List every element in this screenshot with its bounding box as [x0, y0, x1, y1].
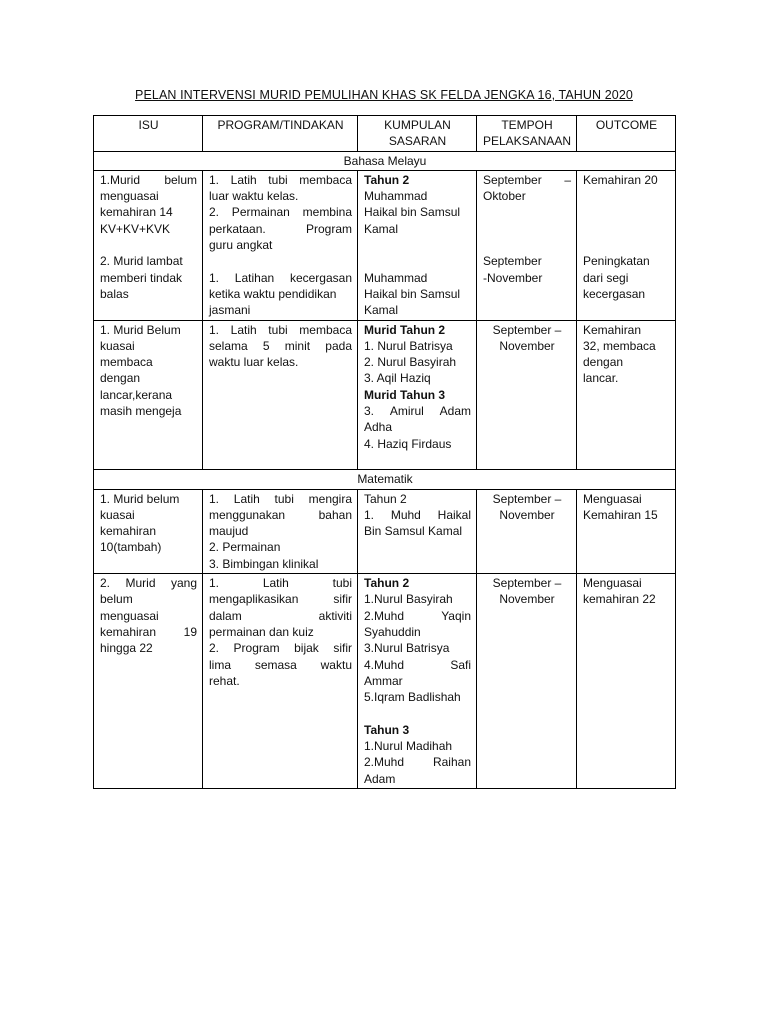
cell-program: 1. Latih tubi mengaplikasikan sifir dalam aktiviti permainan dan kuiz 2. Program bijak sifir lima semasa waktu rehat.: [203, 574, 358, 789]
cell-kumpulan-sasaran: Tahun 2 1.Nurul Basyirah 2.Muhd Yaqin Syahuddin 3.Nurul Batrisya 4.Muhd Safi Ammar 5.Iqram Badlishah Tahun 3 1.Nurul Madihah 2.Muhd Raihan Adam: [358, 574, 477, 789]
cell-program: 1. Latih tubi membaca luar waktu kelas. 2. Permainan membina perkataan. Program guru angkat 1. Latihan kecergasan ketika waktu pendidikan jasmani: [203, 170, 358, 320]
cell-tempoh: September – November: [477, 574, 577, 789]
cell-outcome: Menguasai Kemahiran 15: [577, 489, 676, 573]
cell-isu: 1. Murid Belum kuasai membaca dengan lancar,kerana masih mengeja: [94, 320, 203, 470]
cell-kumpulan-sasaran: Tahun 2 1. Muhd Haikal Bin Samsul Kamal: [358, 489, 477, 573]
document-title: PELAN INTERVENSI MURID PEMULIHAN KHAS SK FELDA JENGKA 16, TAHUN 2020: [135, 88, 633, 102]
cell-program: 1. Latih tubi mengira menggunakan bahan maujud 2. Permainan 3. Bimbingan klinikal: [203, 489, 358, 573]
cell-kumpulan-sasaran: Tahun 2 Muhammad Haikal bin Samsul Kamal Muhammad Haikal bin Samsul Kamal: [358, 170, 477, 320]
table-row: [94, 170, 676, 320]
cell-outcome: Menguasai kemahiran 22: [577, 574, 676, 789]
cell-isu: 2. Murid yang belum menguasai kemahiran 19 hingga 22: [94, 574, 203, 789]
cell-tempoh: September – November: [477, 320, 577, 470]
table-row: [94, 320, 676, 470]
header-kumpulan-sasaran: KUMPULAN SASARAN: [358, 116, 477, 152]
section-row-bahasa-melayu: [94, 151, 676, 170]
table-header-row: [94, 116, 676, 152]
cell-outcome: Kemahiran 20 Peningkatan dari segi kecergasan: [577, 170, 676, 320]
section-title-matematik: Matematik: [94, 470, 676, 489]
cell-tempoh: September – Oktober September -November: [477, 170, 577, 320]
cell-isu: 1.Murid belum menguasai kemahiran 14 KV+KV+KVK 2. Murid lambat memberi tindak balas: [94, 170, 203, 320]
cell-program: 1. Latih tubi membaca selama 5 minit pada waktu luar kelas.: [203, 320, 358, 470]
section-row-matematik: [94, 470, 676, 489]
table-row: [94, 489, 676, 573]
cell-outcome: Kemahiran 32, membaca dengan lancar.: [577, 320, 676, 470]
header-tempoh-pelaksanaan: TEMPOH PELAKSANAAN: [477, 116, 577, 152]
intervention-plan-table: [93, 115, 676, 789]
cell-tempoh: September – November: [477, 489, 577, 573]
header-program: PROGRAM/TINDAKAN: [203, 116, 358, 152]
header-outcome: OUTCOME: [577, 116, 676, 152]
cell-kumpulan-sasaran: Murid Tahun 2 1. Nurul Batrisya 2. Nurul Basyirah 3. Aqil Haziq Murid Tahun 3 3. Amirul Adam Adha 4. Haziq Firdaus: [358, 320, 477, 470]
table-row: [94, 574, 676, 789]
cell-isu: 1. Murid belum kuasai kemahiran 10(tambah): [94, 489, 203, 573]
header-isu: ISU: [94, 116, 203, 152]
section-title-bahasa-melayu: Bahasa Melayu: [94, 151, 676, 170]
